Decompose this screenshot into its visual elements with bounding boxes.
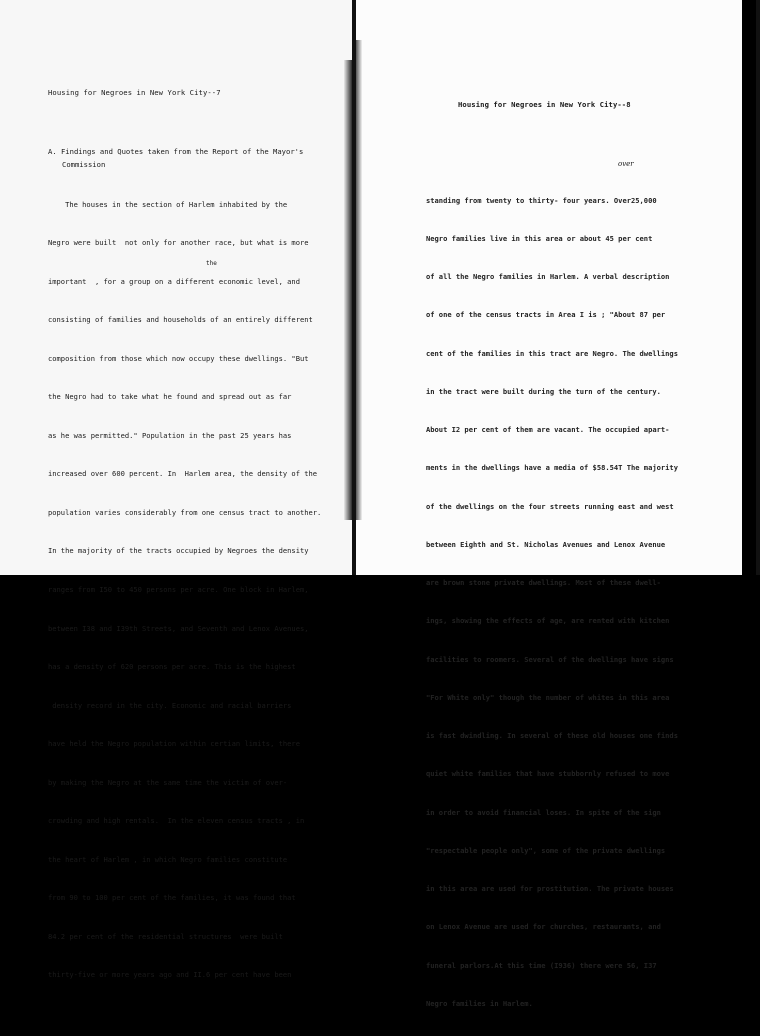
text-line: crowding and high rentals. In the eleven census tracts , in [48,816,305,826]
page-fold-shadow [356,40,362,520]
section-title-line: A. Findings and Quotes taken from the Report of the Mayor's [48,147,304,156]
right-document-page [356,0,742,1008]
text-line: ranges from I50 to 450 persons per acre. One block in Harlem, [48,585,309,594]
page-header: Housing for Negroes in New York City--7 [48,88,221,97]
left-document-page [0,0,352,980]
text-line: facilities to roomers. Several of the dwellings have signs [426,654,674,664]
text-line: from 90 to 100 per cent of the families, it was found that [48,893,296,903]
text-line: consisting of families and households of an entirely different [48,315,313,325]
text-line: of all the Negro families in Harlem. A verbal description [426,272,670,281]
text-line: between I38 and I39th Streets, and Seventh and Lenox Avenues, [48,623,309,633]
section-title-line: Commission [62,159,106,169]
text-line: The houses in the section of Harlem inhabited by the [48,199,288,209]
text-line: Negro families live in this area or about 45 per cent [426,233,653,243]
text-line: of one of the census tracts in Area I is ; "About 87 per [426,310,666,320]
text-line: About I2 per cent of them are vacant. The occupied apart- [426,425,670,434]
text-line: in this area are used for prostitution. The private houses [426,884,674,893]
text-line: density record in the city. Economic and racial barriers [48,700,292,710]
handwritten-annotation: over [618,160,634,168]
text-line: population varies considerably from one census tract to another. [48,507,322,517]
text-line: increased over 600 percent. In Harlem area, the density of the [48,469,318,479]
text-line: in the tract were built during the turn of the century. [426,386,661,396]
text-line: between Eighth and St. Nicholas Avenues and Lenox Avenue [426,539,666,549]
body-text [48,173,321,1008]
text-line: composition from those which now occupy these dwellings. "But [48,353,309,363]
text-line: important , for a group on a different economic level, and [48,276,300,286]
section-title [48,146,303,171]
text-line: Negro were built not only for another race, but what is more [48,238,309,248]
text-line: by making the Negro at the same time the victim of over- [48,777,288,787]
text-line: "respectable people only", some of the private dwellings [426,845,666,855]
scan-border [756,0,760,575]
text-line: is fast dwindling. In several of these old houses one finds [426,731,678,740]
text-line: are brown stone private dwellings. Most of these dwell- [426,578,661,587]
text-line: standing from twenty to thirty- four years. Over25,000 [426,195,657,205]
text-line: on Lenox Avenue are used for churches, restaurants, and [426,922,661,932]
text-line: Negro families in Harlem. [426,998,533,1008]
text-line: ings, showing the effects of age, are rented with kitchen [426,616,670,626]
text-line: the heart of Harlem , in which Negro families constitute [48,854,288,864]
text-line: "For White only" though the number of whites in this area [426,692,670,702]
body-text [426,169,678,1036]
inserted-word: the [206,260,217,267]
text-line: in order to avoid financial loses. In spite of the sign [426,807,661,817]
text-line: of the dwellings on the four streets running east and west [426,501,674,511]
text-line: as he was permitted." Population in the past 25 years has [48,430,292,440]
text-line: have held the Negro population within certian limits, there [48,739,300,749]
text-line: cent of the families in this tract are Negro. The dwellings [426,348,678,358]
page-fold-shadow [344,60,352,520]
text-line: In the majority of the tracts occupied by Negroes the density [48,546,309,556]
text-line: thirty-five or more years ago and II.6 per cent have been [48,970,292,980]
text-line: funeral parlors.At this time (I936) there were 56, I37 [426,960,657,970]
text-line: quiet white families that have stubbornly refused to move [426,769,670,779]
text-line: has a density of 620 persons per acre. This is the highest [48,662,296,672]
text-line: ments in the dwellings have a media of $58.54T The majority [426,463,678,473]
text-line: 84.2 per cent of the residential structures were built [48,931,283,941]
page-header: Housing for Negroes in New York City--8 [458,100,631,109]
text-line: the Negro had to take what he found and spread out as far [48,392,292,402]
